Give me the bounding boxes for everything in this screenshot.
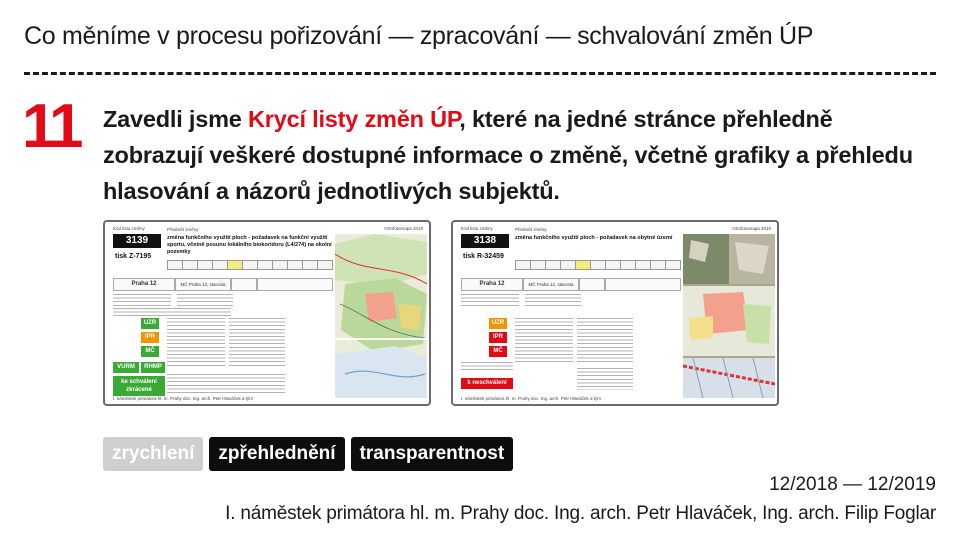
sheet-footer: I. náměstek primátora hl. m. Prahy doc. Ing. arch. Petr Hlaváček a tým [461,396,602,401]
result-badge: k neschválení [461,378,513,389]
plan-map-image [335,234,427,398]
text-block [577,318,633,362]
slide-number: 11 [22,92,80,161]
applicant-cell: MČ Praha 12, starosta [175,278,231,291]
result-badge: ke schválení zkrácené [113,376,165,396]
phase-cell [242,260,258,270]
text-block [525,294,581,306]
change-number-badge: 3138 [461,234,509,248]
subject-label: Předmět změny [515,227,547,232]
header-divider [24,72,936,75]
vote-uzr: UZR [489,318,507,329]
phase-cell [272,260,288,270]
headline-highlight: Krycí listy změn ÚP [248,106,460,132]
text-block [461,362,513,372]
phase-cell [287,260,303,270]
cover-sheet-3139 [103,220,431,406]
vote-rhmp: RHMP [141,362,165,373]
change-subject-title: změna funkčního využití ploch - požadavek na funkční využití sportu, včetně posunu lokálního biokoridoru (L4/274) na okolní pozemky [167,235,332,255]
tisk-value: R-32459 [477,253,504,260]
headline-text-end: , které na jedné stránce přehledně zobrazují veškeré dostupné informace o změně, včetně grafiky a přehledu hlasování a názorů jednotlivých subjektů. [103,106,913,204]
tisk-number [115,253,151,260]
phase-cell [650,260,666,270]
sheet-code-label: Kód listu změny [461,226,493,231]
phase-cell [605,260,621,270]
author-line: I. náměstek primátora hl. m. Prahy doc. Ing. arch. Petr Hlaváček, Ing. arch. Filip Foglar [225,503,936,524]
subject-label: Předmět změny [167,227,199,232]
phase-cell [515,260,531,270]
tisk-number [463,253,504,260]
district-cell: Praha 12 [461,278,523,291]
phase-cell-active [575,260,591,270]
phase-cell [590,260,606,270]
phase-cell [317,260,333,270]
phase-cell [212,260,228,270]
tag-list [103,437,513,471]
info-cell [257,278,333,291]
phase-cell [620,260,636,270]
sheet-ortho-label: Ortofotomapa 2019 [384,226,423,231]
change-subject-title: změna funkčního využití ploch - požadavek na obytné území [515,235,673,241]
slide-headline [103,101,923,209]
tag-zprehledneni: zpřehlednění [209,437,344,471]
text-block [113,294,171,306]
phase-cell [197,260,213,270]
slide-header-title: Co měníme v procesu pořizování — zpracování — schvalování změn ÚP [24,22,814,50]
vote-mc: MČ [141,346,159,357]
text-block [515,318,573,362]
text-block [229,318,285,366]
district-cell: Praha 12 [113,278,175,291]
text-block [167,318,225,366]
date-range: 12/2018 — 12/2019 [769,474,936,495]
phase-cell [302,260,318,270]
vote-mc: MČ [489,346,507,357]
phase-cell [167,260,183,270]
text-block [113,308,231,316]
text-block [167,374,285,394]
vote-vurm: VURM [113,362,139,373]
tag-transparentnost: transparentnost [351,437,514,471]
text-block [177,294,233,306]
text-block [461,294,519,306]
headline-text-start: Zavedli jsme [103,106,248,132]
info-cell [231,278,257,291]
phase-cell [635,260,651,270]
phase-cell [182,260,198,270]
phase-cell [257,260,273,270]
vote-ipr: IPR [141,332,159,343]
ortho-map-image [683,234,775,398]
text-block [577,368,633,390]
phase-cell [665,260,681,270]
info-cell [605,278,681,291]
applicant-cell: MČ Praha 12, starosta [523,278,579,291]
vote-uzr: UZR [141,318,159,329]
change-number-badge: 3139 [113,234,161,248]
sheet-footer: I. náměstek primátora hl. m. Prahy doc. Ing. arch. Petr Hlaváček a tým [113,396,254,401]
phase-cell [560,260,576,270]
vote-ipr: IPR [489,332,507,343]
tag-zrychleni: zrychlení [103,437,203,471]
sheet-code-label: Kód listu změny [113,226,145,231]
info-cell [579,278,605,291]
phase-cell-active [227,260,243,270]
tisk-label: tisk [463,253,476,260]
sheet-ortho-label: Ortofotomapa 2019 [732,226,771,231]
tisk-label: tisk [115,253,128,260]
phase-cell [545,260,561,270]
tisk-value: Z-7195 [129,253,152,260]
cover-sheet-3138 [451,220,779,406]
phase-cell [530,260,546,270]
